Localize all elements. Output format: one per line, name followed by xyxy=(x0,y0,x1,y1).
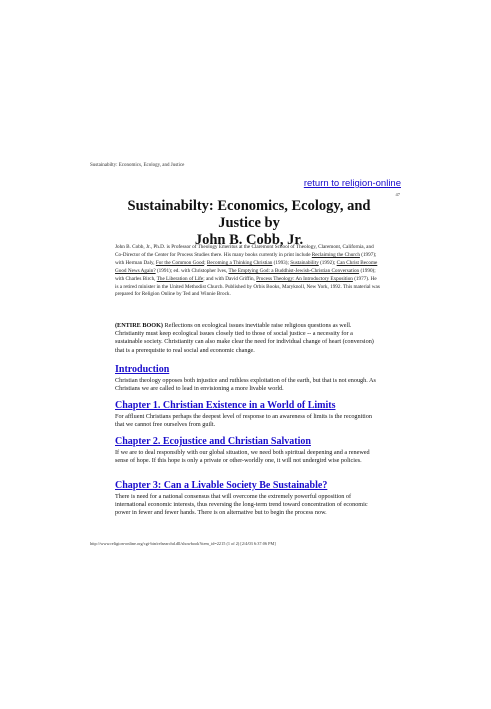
chapter-entry-introduction xyxy=(115,364,381,393)
book-title xyxy=(110,198,388,249)
book-title-line-1: Sustainabilty: Economics, Ecology, and Justice by xyxy=(127,198,371,231)
page-number: 47 xyxy=(395,192,400,197)
summary-label: (ENTIRE BOOK) xyxy=(115,322,163,329)
chapter-link-2[interactable]: Chapter 2. Ecojustice and Christian Salvation xyxy=(115,436,311,447)
book-summary xyxy=(115,322,381,355)
chapter-link-introduction[interactable]: Introduction xyxy=(115,364,170,375)
chapter-description: If we are to deal responsibly with our global situation, we need both spiritual deepening and a renewed sense of hope. If this hope is only a private or other-worldly one, it will not undergird wise policies. xyxy=(115,449,370,465)
chapter-description: There is need for a national consensus that will overcome the extremely powerful opposition of international economic interests, thus reversing the long-term trend toward concentration of economic power in fewer and fewer hands. There is on alternative but to begin the process now. xyxy=(115,493,368,517)
bio-book-title: Sustainability xyxy=(290,259,319,266)
bio-text: (1997); with Herman Daly, xyxy=(115,251,377,266)
page-footer-url: http://www.religion-online.org/cgi-bin/relsearchd.dll/showbook?item_id=2215 (1 of 2) [2/4/03 6:37:06 PM] xyxy=(90,541,276,546)
chapter-description: Christian theology opposes both injustice and ruthless exploitation of the earth, but that is not enough. As Christians we are called to lead in envisioning a more livable world. xyxy=(115,377,376,393)
chapter-entry-3 xyxy=(115,480,381,518)
bio-text: (1990); with Charles Birch, xyxy=(115,267,376,282)
bio-book-title: Becoming a Thinking Christian xyxy=(206,259,273,266)
bio-text: (1992); xyxy=(318,259,337,266)
bio-text: (1977). He is a retired minister in the United Methodist Church. Published by Orbis Books, Maryknoll, New York, 1992. This material was prepared for Religion Online by Ted and Winnie Brock. xyxy=(115,275,380,298)
chapter-entry-2 xyxy=(115,436,381,465)
chapter-entry-1 xyxy=(115,400,381,429)
bio-text: ; xyxy=(204,259,207,266)
bio-book-title: The Liberation of Life xyxy=(156,275,204,282)
author-bio xyxy=(115,244,381,299)
bio-book-title: Can Christ Become Good News Again? xyxy=(115,259,378,274)
chapter-link-3[interactable]: Chapter 3: Can a Livable Society Be Sustainable? xyxy=(115,480,328,491)
bio-book-title: Reclaiming the Church xyxy=(311,251,360,258)
running-header: Sustainabilty: Economics, Ecology, and Justice xyxy=(90,163,185,168)
bio-text: ; and with David Griffin, xyxy=(203,275,257,282)
chapter-link-1[interactable]: Chapter 1. Christian Existence in a World of Limits xyxy=(115,400,336,411)
bio-text: John B. Cobb, Jr., Ph.D. is Professor of Theology Emeritus at the Claremont School of Theology, Claremont, California, and Co-Director of the Center for Process Studies there. His many books currently in print include xyxy=(115,244,374,258)
bio-text: (1991); ed. with Christopher Ives, xyxy=(155,267,229,274)
return-to-religion-online-link[interactable]: return to religion-online xyxy=(303,178,401,189)
chapter-description: For affluent Christians perhaps the deepest level of response to an awareness of limits is the recognition that we cannot free ourselves from guilt. xyxy=(115,413,372,429)
summary-text: Reflections on ecological issues inevitable raise religious questions as well. Christianity must keep ecological issues closely tied to those of social justice -- a necessity for a sustainable society. Christianity can also make clear the need for individual change of heart (conversion) that is a prerequisite to real social and economic change. xyxy=(115,322,374,354)
bio-book-title: For the Common Good xyxy=(155,259,205,266)
book-title-line-2: John B. Cobb, Jr. xyxy=(194,232,304,248)
bio-book-title: The Emptying God: a Buddhist-Jewish-Christian Conversation xyxy=(228,267,360,274)
bio-book-title: Process Theology: An Introductory Exposition xyxy=(256,275,353,282)
bio-text: (1993); xyxy=(272,259,291,266)
